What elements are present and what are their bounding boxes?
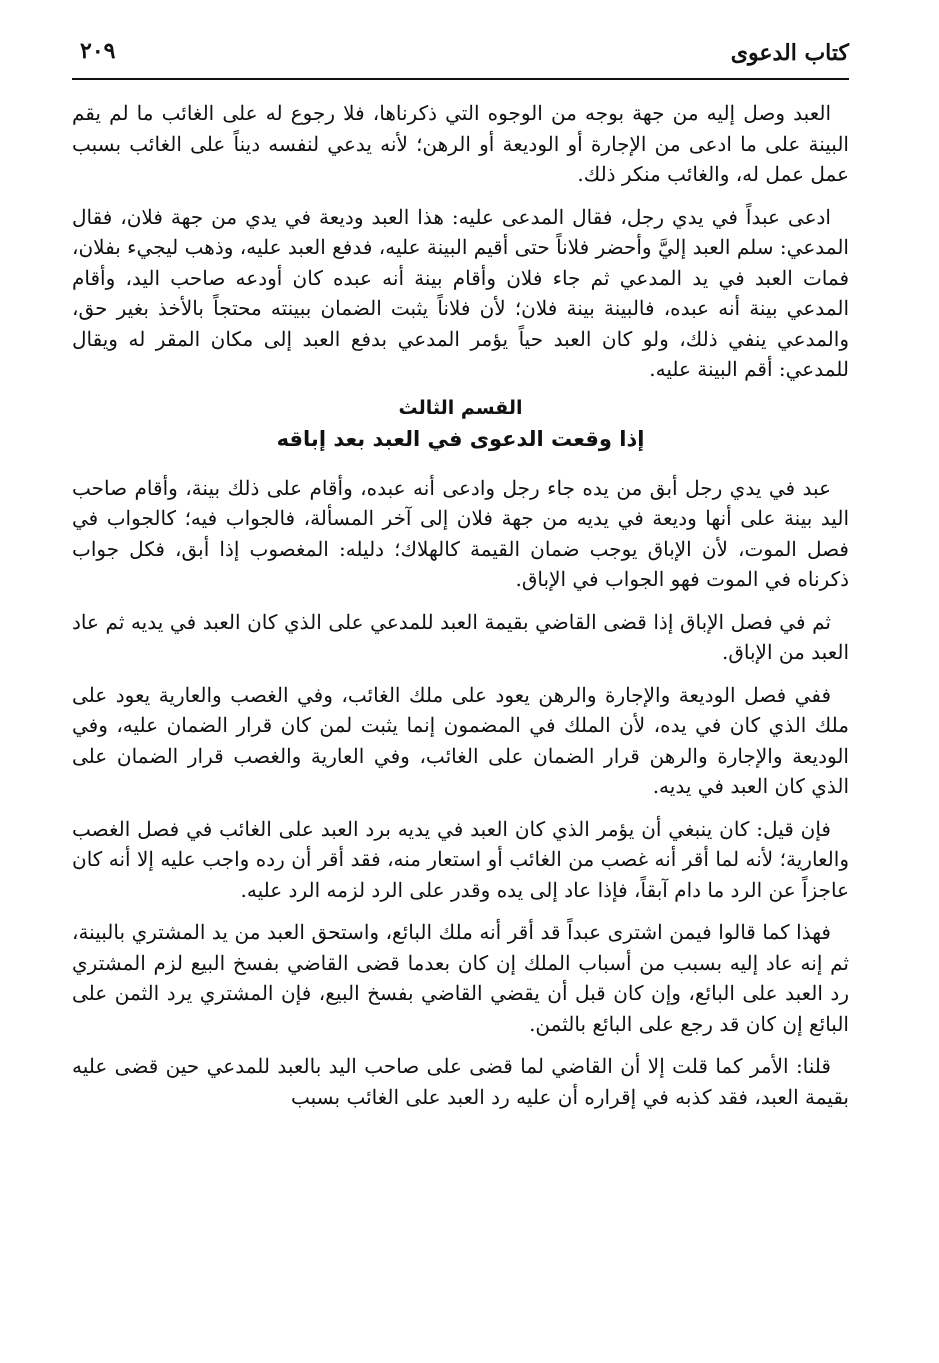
paragraph: العبد وصل إليه من جهة بوجه من الوجوه التي ذكرناها، فلا رجوع له على الغائب ما لم يقم البينة على ما ادعى من الإجارة أو الوديعة أو الرهن؛ لأنه يدعي لنفسه ديناً على الغائب بسبب عمل عمل له، والغائب منكر ذلك. [72,101,849,186]
running-title: كتاب الدعوى [730,40,849,66]
paragraph: فهذا كما قالوا فيمن اشترى عبداً قد أقر أنه ملك البائع، واستحق العبد من يد المشتري بالبينة، ثم إنه عاد إليه بسبب من أسباب الملك إن كان بعدما قضى القاضي بفسخ البيع لزم المشتري رد العبد على البائع، وإن كان قبل أن يقضي القاضي بفسخ البيع، فإن المشتري يرد الثمن على البائع إن كان قد رجع على البائع بالثمن. [72,920,849,1036]
section-title: القسم الثالث [398,396,523,419]
paragraph: ادعى عبداً في يدي رجل، فقال المدعى عليه: هذا العبد وديعة في يدي من جهة فلان، فقال المدعي: سلم العبد إليَّ وأحضر فلاناً حتى أقيم البينة عليه، فدفع العبد عليه، وذهب ليجيء بفلان، فمات العبد في يد المدعي ثم جاء فلان وأقام بينة أنه عبده كان أودعه صاحب اليد، وأقام المدعي بينة أنه عبده، فالبينة بينة فلان؛ لأن فلاناً يثبت الضمان ببينته محتجاً بالأخذ بغير حق، والمدعي ينفي ذلك، ولو كان العبد حياً يؤمر المدعي بدفع العبد إلى مكان المقر له ويقال للمدعي: أقم البينة عليه. [72,204,849,381]
paragraph: فإن قيل: كان ينبغي أن يؤمر الذي كان العبد في يديه برد العبد على الغائب في فصل الغصب والعارية؛ لأنه لما أقر أنه غصب من الغائب أو استعار منه، فقد أقر أن رده واجب عليه إلا أنه كان عاجزاً عن الرد ما دام آبقاً، فإذا عاد إلى يده وقدر على الرد لزمه الرد عليه. [72,816,849,902]
page-header [72,34,849,80]
paragraph: ففي فصل الوديعة والإجارة والرهن يعود على ملك الغائب، وفي الغصب والعارية يعود على ملك الذي كان في يده، لأن الملك في المضمون إنما يثبت لمن كان قرار الضمان عليه، وفي الوديعة والإجارة والرهن قرار الضمان على الغائب، وفي العارية والغصب قرار الضمان على الذي كان العبد في يديه. [72,682,849,798]
paragraph: عبد في يدي رجل أبق من يده جاء رجل وادعى أنه عبده، وأقام على ذلك بينة، وأقام صاحب اليد بينة على أنها وديعة في يديه من جهة فلان إلى آخر المسألة، فالجواب فيه؛ كالجواب في فصل الموت، لأن الإباق يوجب ضمان القيمة كالهلاك؛ دليله: المغصوب إذا أبق، فكل جواب ذكرناه في الموت فهو الجواب في الإباق. [72,475,849,591]
paragraph: قلنا: الأمر كما قلت إلا أن القاضي لما قضى على صاحب اليد بالعبد للمدعي حين قضى عليه بقيمة العبد، فقد كذبه في إقراره أن عليه رد العبد على الغائب بسبب [72,1054,849,1109]
page-number: ٢٠٩ [80,38,116,64]
section-subtitle: إذا وقعت الدعوى في العبد بعد إباقه [276,426,645,451]
paragraph: ثم في فصل الإباق إذا قضى القاضي بقيمة العبد للمدعي على الذي كان العبد في يديه ثم عاد العبد من الإباق. [72,609,849,664]
body-text [72,98,849,1124]
